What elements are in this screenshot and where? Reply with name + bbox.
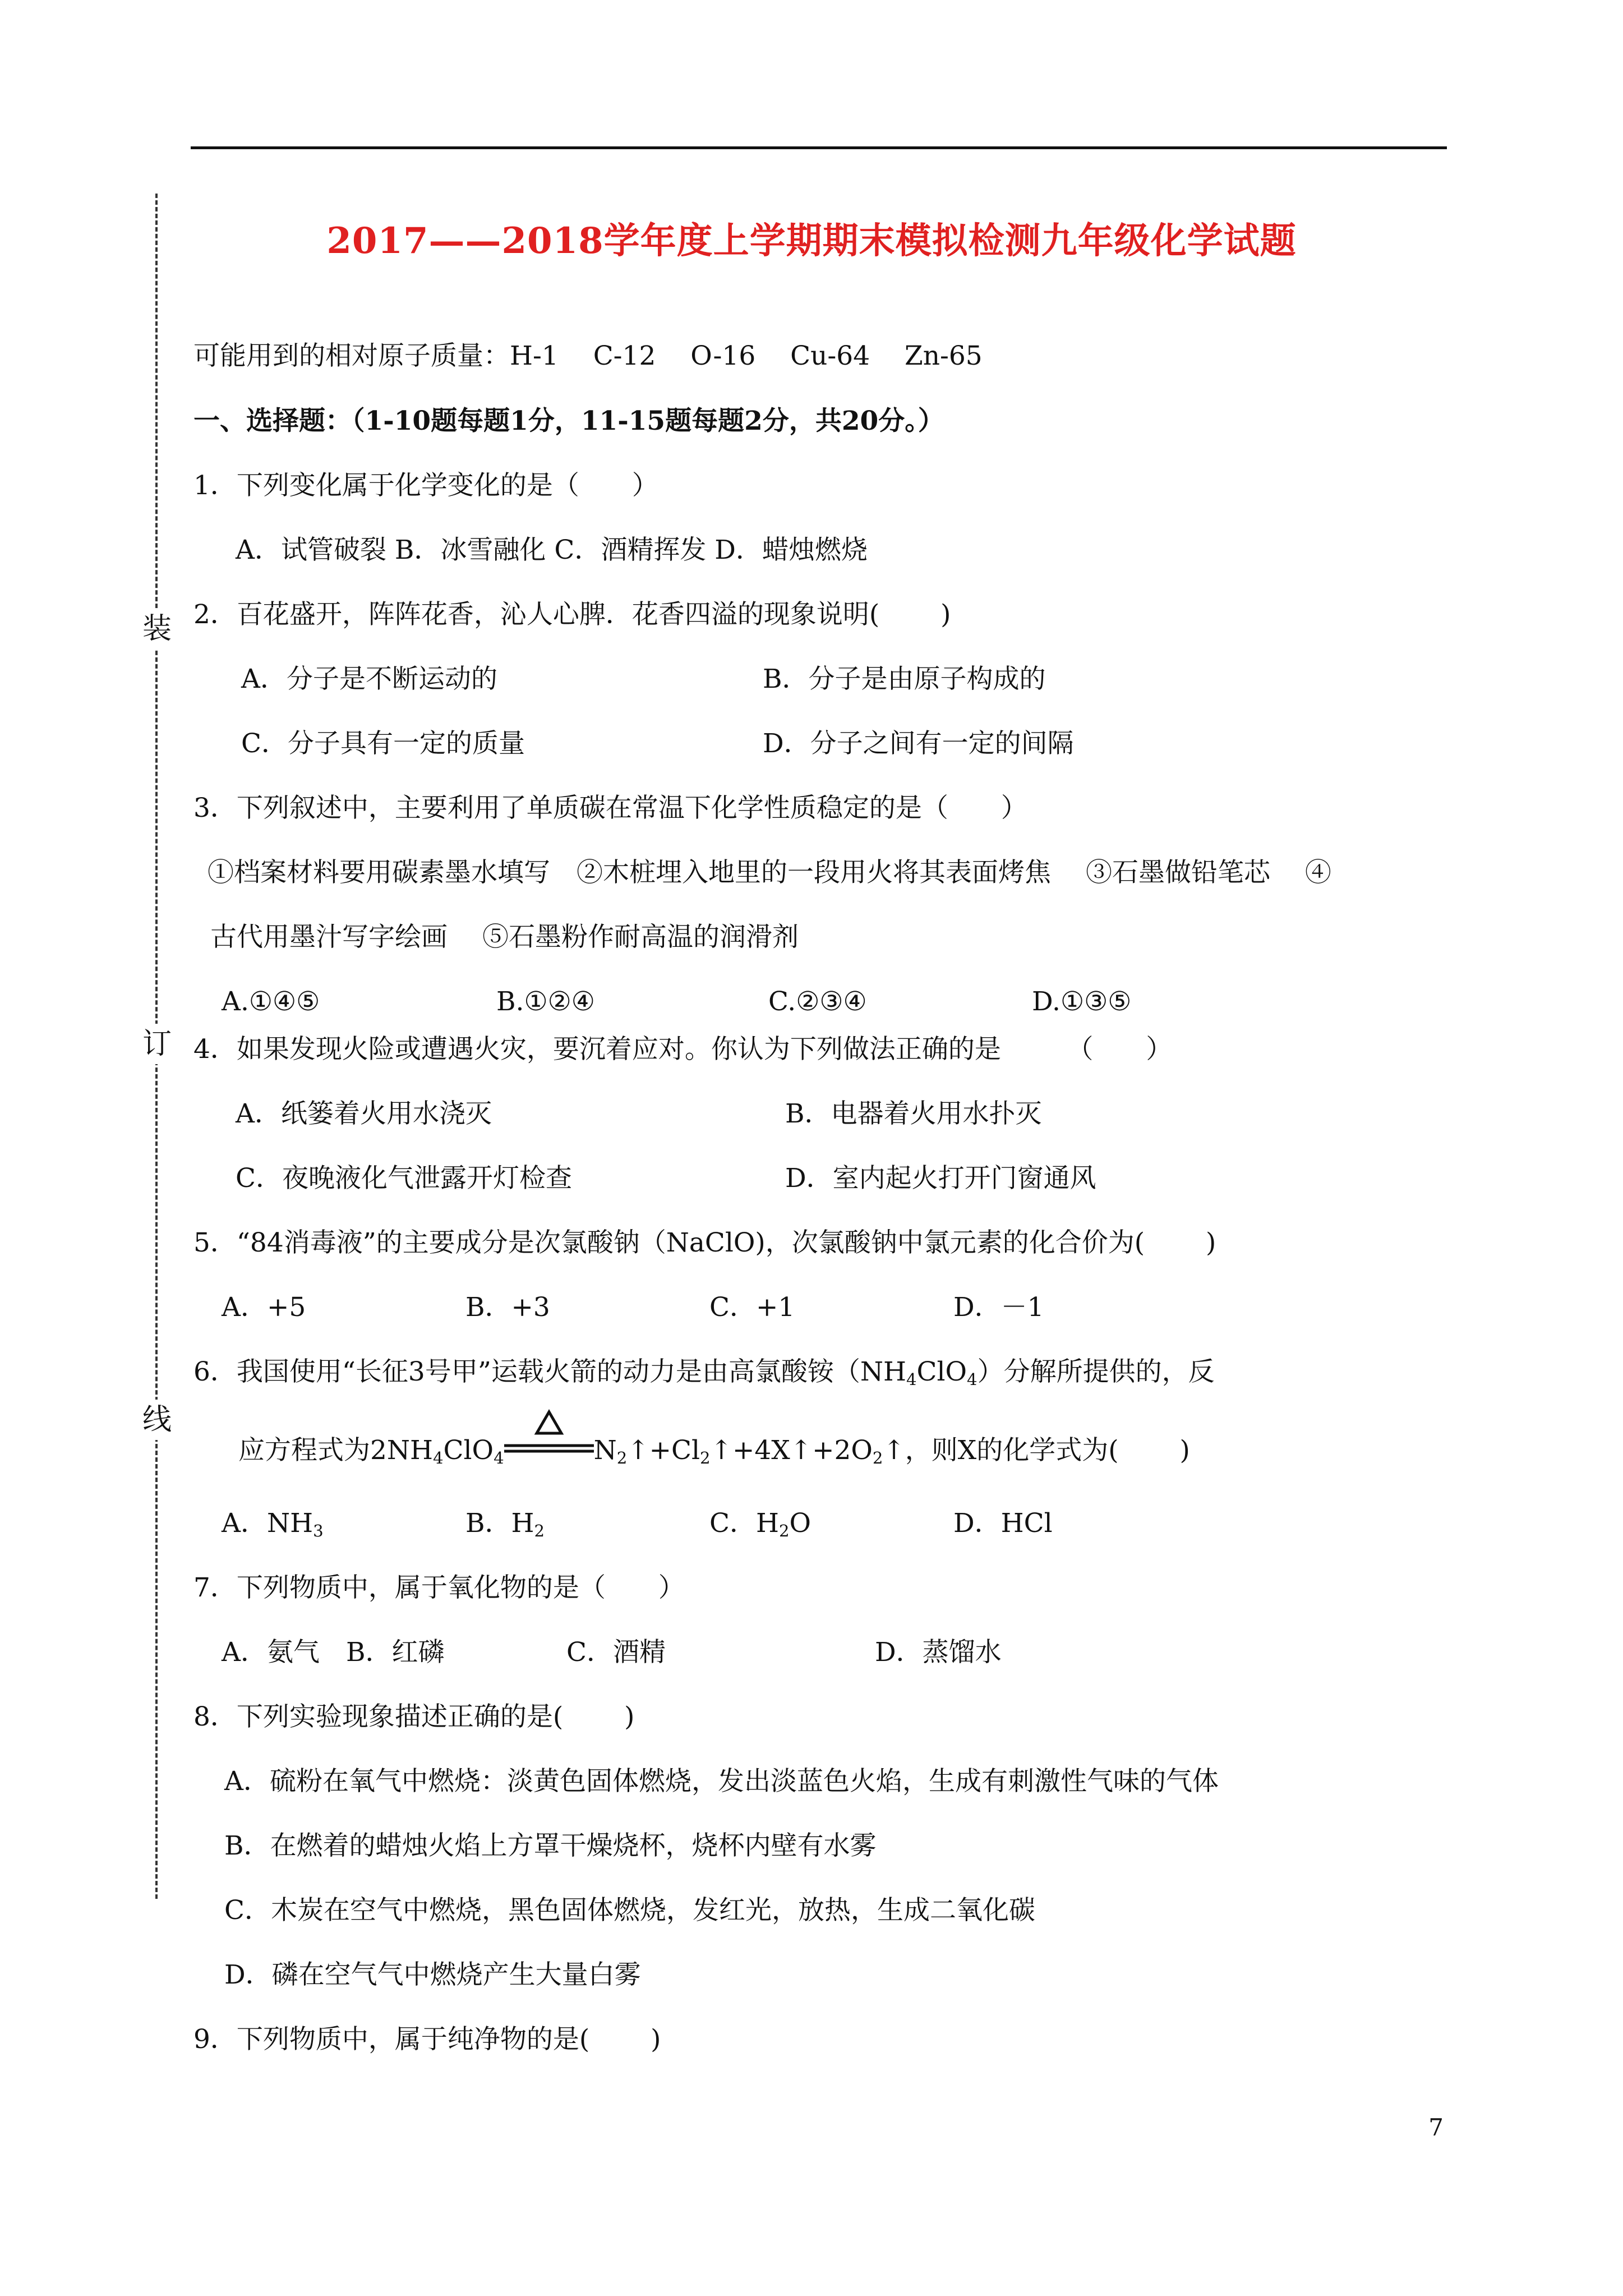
q4-option-d: D．室内起火打开门窗通风 [785,1163,1096,1194]
q3-option-c: C.②③④ [768,986,867,1017]
section-heading: 一、选择题：（1-10题每题1分，11-15题每题2分，共20分。） [193,406,944,436]
exam-title: 2017——2018学年度上学期期末模拟检测九年级化学试题 [326,220,1297,262]
q6-option-c: C．$H_2O$ [709,1508,811,1541]
q8-option-a: A．硫粉在氧气中燃烧：淡黄色固体燃烧，发出淡蓝色火焰，生成有刺激性气味的气体 [224,1766,1219,1797]
q3-line-2: 古代用墨汁写字绘画 ⑤石墨粉作耐高温的润滑剂 [210,922,799,953]
q3-stem: 3．下列叙述中，主要利用了单质碳在常温下化学性质稳定的是（ ） [193,793,1027,823]
q4-option-a: A．纸篓着火用水浇灭 [236,1098,492,1129]
binding-char-xian: 线 [140,1400,174,1440]
reaction-arrow-heat-condition [504,1441,594,1464]
q5-option-c: C．+1 [709,1292,795,1323]
q8-option-b: B．在燃着的蜡烛火焰上方罩干燥烧杯，烧杯内壁有水雾 [224,1830,877,1861]
q3-line-1: ①档案材料要用碳素墨水填写 ②木桩埋入地里的一段用火将其表面烤焦 ③石墨做铅笔芯 ④ [208,857,1331,888]
q2-stem: 2．百花盛开，阵阵花香，沁人心脾．花香四溢的现象说明( ) [193,599,951,630]
q6-option-b: B．$H_2$ [465,1508,545,1541]
q3-option-a: A.①④⑤ [222,986,320,1017]
q4-option-c: C．夜晚液化气泄露开灯检查 [236,1163,572,1194]
q5-stem: 5．“84消毒液”的主要成分是次氯酸钠（NaClO)，次氯酸钠中氯元素的化合价为( ) [193,1227,1216,1258]
q7-option-d: D．蒸馏水 [875,1637,1002,1668]
q5-option-a: A．+5 [222,1292,306,1323]
q8-stem: 8．下列实验现象描述正确的是( ) [193,1701,635,1732]
q7-option-ab: A．氨气 B．红磷 [222,1637,445,1668]
q5-option-b: B．+3 [465,1292,550,1323]
page-number: 7 [1428,2114,1444,2141]
q4-stem: 4．如果发现火险或遭遇火灾，要沉着应对。你认为下列做法正确的是 （ ） [193,1034,1173,1065]
q3-option-b: B.①②④ [496,986,595,1017]
q7-option-c: C．酒精 [566,1637,666,1668]
q2-option-d: D．分子之间有一定的间隔 [763,728,1074,759]
q1-stem: 1．下列变化属于化学变化的是（ ） [193,470,658,501]
q7-stem: 7．下列物质中，属于氧化物的是（ ） [193,1572,685,1603]
top-rule [191,146,1447,149]
q8-option-d: D．磷在空气气中燃烧产生大量白雾 [224,1959,641,1990]
q6-option-a: A．$NH_3$ [222,1508,324,1541]
q1-options: A．试管破裂 B．冰雪融化 C．酒精挥发 D．蜡烛燃烧 [236,535,868,565]
binding-char-zhuang: 装 [140,609,174,649]
q2-option-b: B．分子是由原子构成的 [763,664,1046,694]
q5-option-d: D．－1 [953,1292,1044,1323]
binding-char-ding: 订 [140,1024,174,1064]
q6-equation: 应方程式为$2NH_4ClO_4$ $N_2↑+Cl_2↑+4X↑+2O_2↑$，则X的化学式为( ) [238,1435,1190,1468]
q9-stem: 9．下列物质中，属于纯净物的是( ) [193,2024,661,2055]
q2-option-a: A．分子是不断运动的 [241,664,497,694]
q6-option-d: D．HCl [953,1508,1053,1539]
q2-option-c: C．分子具有一定的质量 [241,728,525,759]
q6-stem: 6．我国使用“长征3号甲”运载火箭的动力是由高氯酸铵$(NH_4ClO_4)$分解所提供的，反 [193,1356,1215,1389]
q8-option-c: C．木炭在空气中燃烧，黑色固体燃烧，发红光，放热，生成二氧化碳 [224,1895,1035,1926]
q3-option-d: D.①③⑤ [1032,986,1132,1017]
atomic-masses: 可能用到的相对原子质量：H-1 C-12 O-16 Cu-64 Zn-65 [193,341,983,371]
q4-option-b: B．电器着火用水扑灭 [785,1098,1042,1129]
